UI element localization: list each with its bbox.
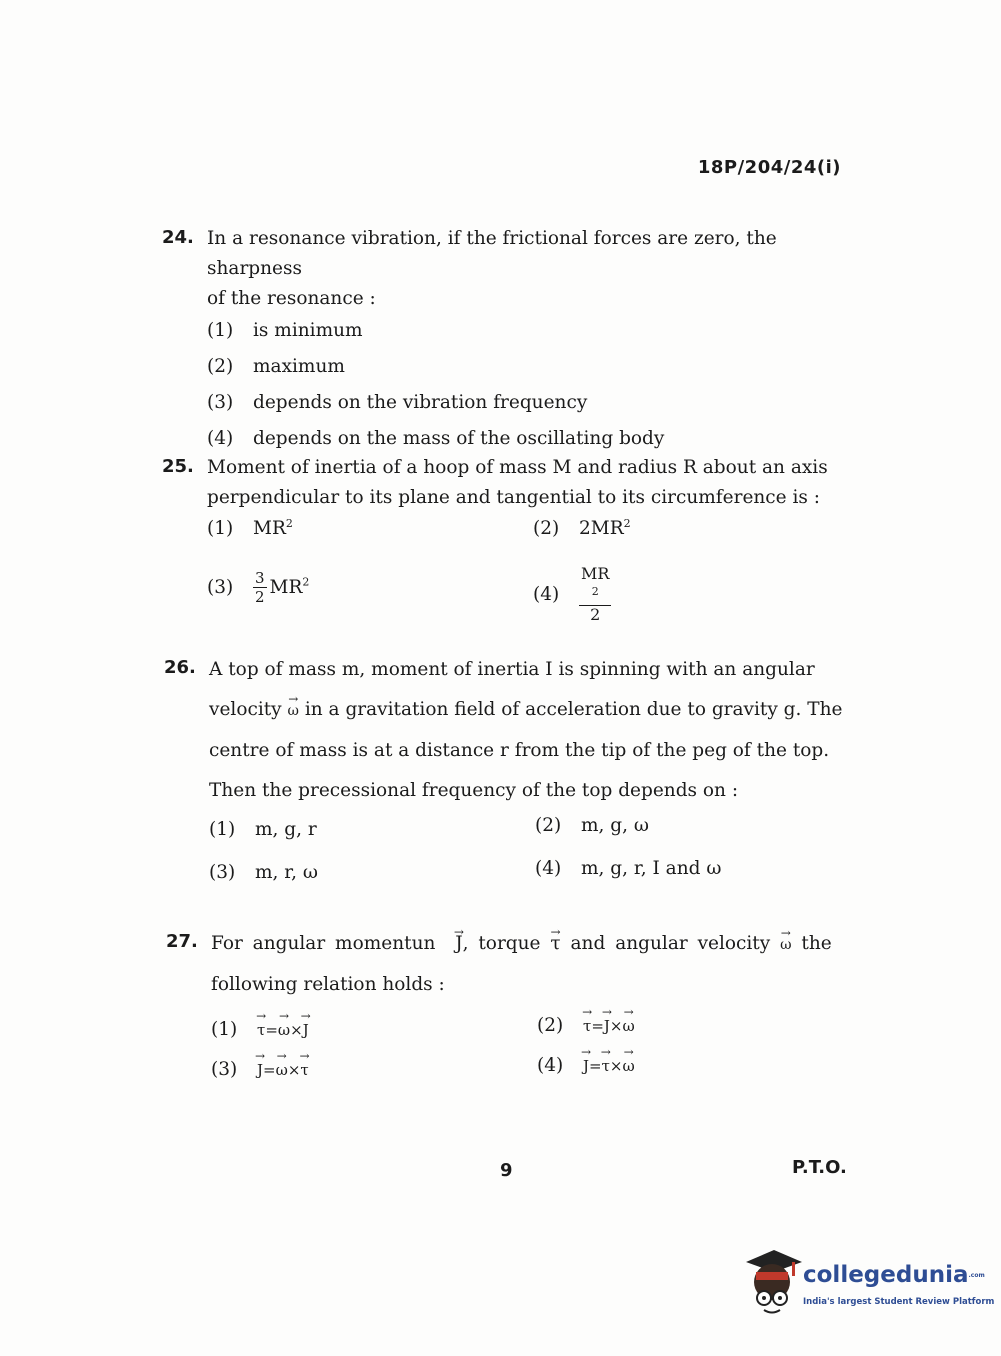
logo-tagline: India's largest Student Review Platform	[803, 1297, 995, 1307]
question-text: For angular momentun → J, torque → τ and angular velocity → ω the	[211, 924, 851, 965]
page-number: 9	[500, 1160, 513, 1181]
pto-label: P.T.O.	[792, 1157, 847, 1178]
option: (2)→ τ=→ J×→ ω	[537, 1015, 635, 1036]
mascot-logo-icon	[742, 1248, 804, 1316]
paper-code: 18P/204/24(i)	[697, 157, 841, 178]
question-text: Then the precessional frequency of the top depends on :	[209, 780, 739, 801]
question-number: 25.	[162, 456, 194, 477]
question-text: following relation holds :	[211, 974, 445, 995]
option: (2) maximum	[207, 356, 345, 377]
question-number: 24.	[162, 227, 194, 248]
option: (3)→ J=→ ω×→ τ	[211, 1059, 309, 1080]
option: (4) m, g, r, I and ω	[535, 858, 722, 879]
option: (1) is minimum	[207, 320, 363, 341]
option: (4)→ J=→ τ×→ ω	[537, 1055, 635, 1076]
option: (4) depends on the mass of the oscillating body	[207, 428, 665, 449]
option: (1)→ τ=→ ω×→ J	[211, 1019, 309, 1040]
question-text: centre of mass is at a distance r from the tip of the peg of the top.	[209, 740, 830, 761]
question-text: A top of mass m, moment of inertia I is spinning with an angular	[209, 659, 815, 680]
option: (1) m, g, r	[209, 819, 317, 840]
question-text: of the resonance :	[207, 288, 376, 309]
question-text: perpendicular to its plane and tangential to its circumference is :	[207, 487, 821, 508]
question-text: In a resonance vibration, if the frictional forces are zero, the sharpness	[207, 228, 777, 279]
option: (3) depends on the vibration frequency	[207, 392, 588, 413]
option: (3) $\frac{3}{2}$ $MR^2$	[207, 569, 310, 606]
question-25	[162, 453, 867, 627]
logo-name: collegedunia.com	[803, 1262, 985, 1288]
question-number: 27.	[166, 931, 198, 952]
option: (2) $2MR^2$	[533, 517, 631, 540]
option: (2) m, g, ω	[535, 815, 649, 836]
question-24	[162, 224, 847, 464]
option: (4) MR $^2$ 2	[533, 564, 610, 625]
question-27	[166, 924, 851, 1099]
option: (3) m, r, ω	[209, 862, 318, 883]
question-text: Moment of inertia of a hoop of mass M and radius R about an axis	[207, 457, 828, 478]
question-number: 26.	[164, 657, 196, 678]
question-26	[164, 650, 849, 909]
option: (1) $MR^2$	[207, 517, 293, 540]
question-text: velocity → ω in a gravitation field of acceleration due to gravity g. The	[209, 690, 849, 731]
